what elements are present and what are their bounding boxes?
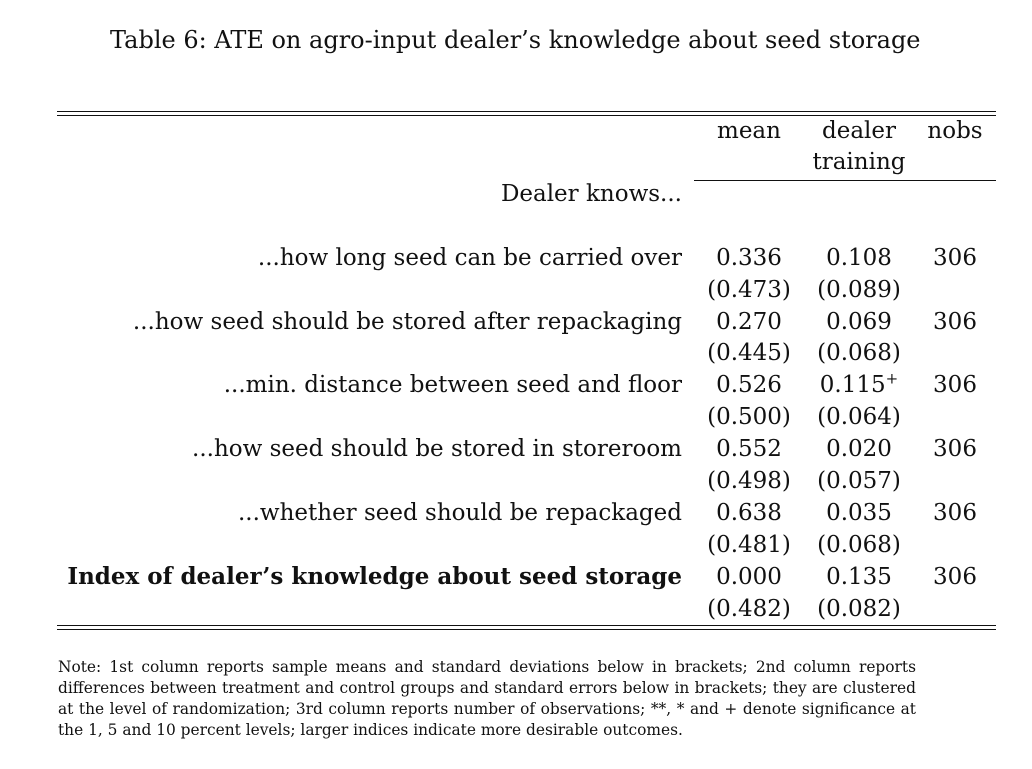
cell-dealer-training-se: (0.064) xyxy=(817,404,901,430)
row-group-label: Dealer knows... xyxy=(500,181,682,207)
effect-value: 0.135 xyxy=(826,564,892,590)
effect-value: 0.035 xyxy=(826,500,892,526)
table-caption: Table 6: ATE on agro-input dealer’s knowledge about seed storage xyxy=(110,26,921,54)
cell-nobs: 306 xyxy=(933,245,977,271)
row-label: ...how seed should be stored after repackaging xyxy=(132,309,682,335)
cell-dealer-training xyxy=(809,562,909,592)
cell-nobs: 306 xyxy=(933,372,977,398)
header-dealer-training-line2: training xyxy=(812,149,906,175)
cell-dealer-training-se: (0.089) xyxy=(817,277,901,303)
effect-value: 0.115 xyxy=(819,372,886,398)
cell-nobs: 306 xyxy=(933,309,977,335)
bottom-rule-1 xyxy=(57,625,996,626)
effect-value: 0.108 xyxy=(826,245,892,271)
row-label: ...how seed should be stored in storeroom xyxy=(192,436,682,462)
cell-nobs: 306 xyxy=(933,436,977,462)
table-note: Note: 1st column reports sample means and standard deviations below in brackets; 2nd column reports differences between treatment and control groups and standard errors below in brackets; they are clustered at the level of randomization; 3rd column reports number of observations; **, * and + denote significance at the 1, 5 and 10 percent levels; larger indices indicate more desirable outcomes. xyxy=(58,658,916,739)
cell-dealer-training xyxy=(809,370,909,400)
cell-mean: 0.270 xyxy=(716,309,782,335)
effect-value: 0.020 xyxy=(826,436,892,462)
bottom-rule-2 xyxy=(57,629,996,630)
cell-mean: 0.638 xyxy=(716,500,782,526)
header-nobs: nobs xyxy=(927,118,983,144)
cell-mean-sd: (0.498) xyxy=(707,468,791,494)
cell-dealer-training-se: (0.082) xyxy=(817,596,901,622)
cell-mean: 0.552 xyxy=(716,436,782,462)
significance-marker: + xyxy=(885,369,899,388)
row-label: ...whether seed should be repackaged xyxy=(237,500,682,526)
row-label: ...how long seed can be carried over xyxy=(257,245,682,271)
cell-mean: 0.000 xyxy=(716,564,782,590)
cell-nobs: 306 xyxy=(933,564,977,590)
cell-mean-sd: (0.481) xyxy=(707,532,791,558)
top-rule-1 xyxy=(57,111,996,112)
cell-nobs: 306 xyxy=(933,500,977,526)
header-sub-rule xyxy=(694,180,996,181)
cell-dealer-training xyxy=(809,434,909,464)
cell-mean-sd: (0.445) xyxy=(707,340,791,366)
cell-dealer-training-se: (0.057) xyxy=(817,468,901,494)
header-dealer-training-line1: dealer xyxy=(821,118,896,144)
header-mean: mean xyxy=(717,118,781,144)
cell-dealer-training-se: (0.068) xyxy=(817,532,901,558)
effect-value: 0.069 xyxy=(826,309,892,335)
row-label: Index of dealer’s knowledge about seed storage xyxy=(67,563,682,590)
cell-dealer-training xyxy=(809,498,909,528)
cell-mean: 0.526 xyxy=(716,372,782,398)
cell-mean-sd: (0.500) xyxy=(707,404,791,430)
cell-dealer-training-se: (0.068) xyxy=(817,340,901,366)
cell-mean-sd: (0.473) xyxy=(707,277,791,303)
cell-dealer-training xyxy=(809,243,909,273)
cell-mean: 0.336 xyxy=(716,245,782,271)
cell-mean-sd: (0.482) xyxy=(707,596,791,622)
row-label: ...min. distance between seed and floor xyxy=(223,372,682,398)
cell-dealer-training xyxy=(809,307,909,337)
